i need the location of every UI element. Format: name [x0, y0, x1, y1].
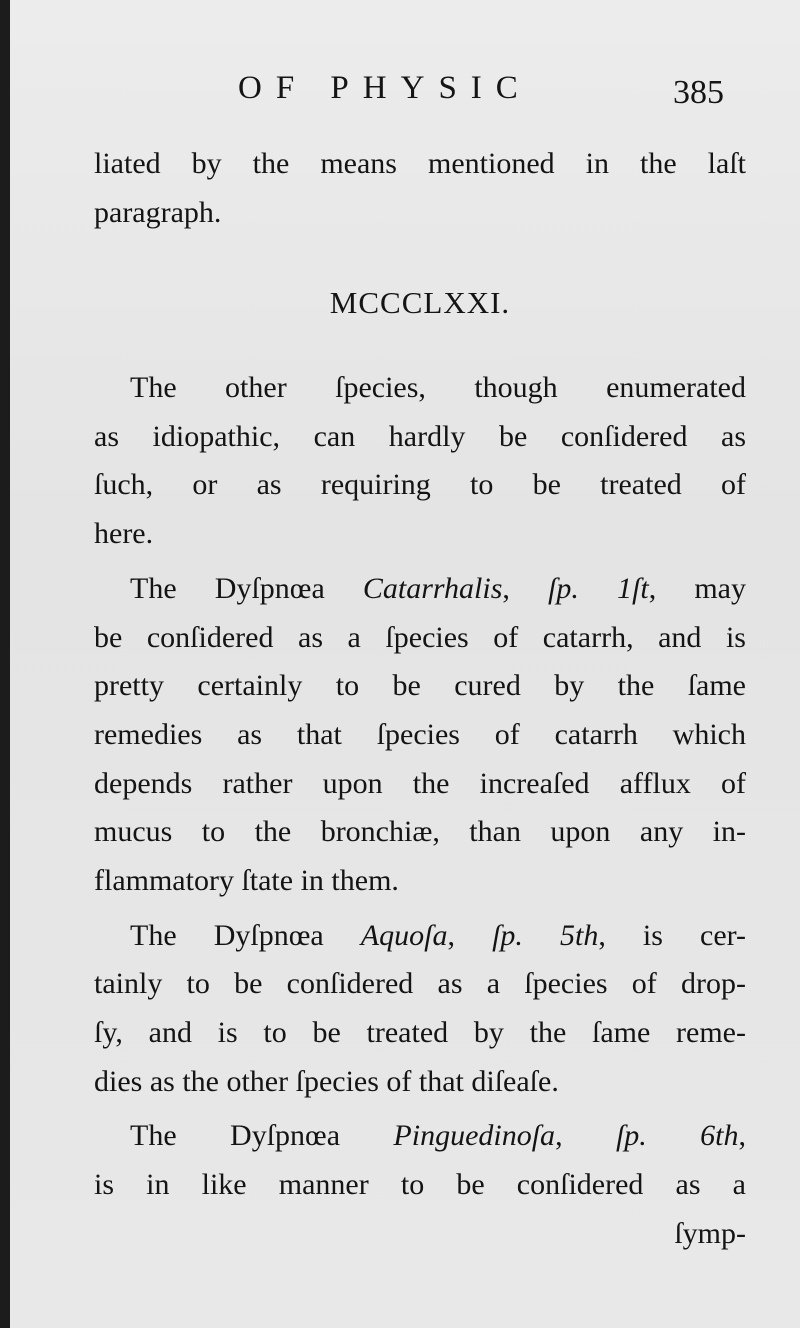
paragraph-line: is in like manner to be conſidered as a: [94, 1168, 746, 1202]
page-header: [10, 70, 800, 120]
italic-term: ſp. 5th: [492, 918, 599, 952]
paragraph-line: ſy, and is to be treated by the ſame reme-: [94, 1016, 746, 1049]
text-run: ,: [555, 1119, 616, 1153]
paragraph-line: be conſidered as a ſpecies of catarrh, and is: [94, 620, 746, 654]
italic-term: Catarrhalis: [362, 571, 503, 605]
body-text: [94, 140, 746, 1258]
text-run: ,: [502, 571, 549, 605]
paragraph-line: depends rather upon the increaſed afflux of: [94, 766, 746, 800]
paragraph-line: as idiopathic, can hardly be conſidered as: [94, 419, 746, 453]
italic-term: ſp. 6th: [615, 1119, 739, 1153]
paragraph: [94, 912, 746, 1107]
text-run: ,: [738, 1119, 747, 1153]
paragraph-line: here.: [94, 517, 154, 551]
carry-over-line: paragraph.: [94, 195, 222, 229]
italic-term: Aquoſa: [360, 918, 448, 952]
paragraph-line: [94, 1112, 746, 1161]
carry-over-line: liated by the means mentioned in the laſt: [94, 147, 746, 180]
text-run: , is cer-: [598, 918, 747, 952]
catchword: ſymp-: [674, 1216, 746, 1250]
paragraph-line: The other ſpecies, though enumerated: [130, 371, 746, 405]
paragraph-line: remedies as that ſpecies of catarrh which: [94, 717, 746, 751]
paragraph-line: flammatory ſtate in them.: [94, 863, 399, 897]
italic-term: ſp. 1ſt: [548, 571, 649, 605]
paragraph-line: ſuch, or as requiring to be treated of: [94, 468, 746, 502]
running-title: OF PHYSIC: [238, 70, 532, 106]
paragraph: [94, 1112, 746, 1209]
text-run: , may: [648, 571, 746, 605]
paragraph: [94, 565, 746, 906]
text-run: The Dyſpnœa: [130, 918, 361, 952]
paragraph-line: pretty certainly to be cured by the ſame: [94, 669, 746, 703]
italic-term: Pinguedinoſa: [393, 1119, 556, 1153]
text-run: The Dyſpnœa: [130, 1119, 394, 1153]
page-number: 385: [673, 74, 724, 111]
section-number: MCCCLXXI.: [329, 285, 511, 321]
paragraph-line: mucus to the bronchiæ, than upon any in-: [94, 815, 746, 849]
paragraph: [94, 364, 746, 559]
paragraph-line: [94, 912, 746, 961]
text-run: ,: [447, 918, 493, 952]
paragraph-line: dies as the other ſpecies of that diſeaſe.: [94, 1064, 559, 1098]
paragraph-line: [94, 565, 746, 614]
paragraph-line: tainly to be conſidered as a ſpecies of drop-: [94, 967, 746, 1001]
text-run: The Dyſpnœa: [130, 571, 363, 605]
